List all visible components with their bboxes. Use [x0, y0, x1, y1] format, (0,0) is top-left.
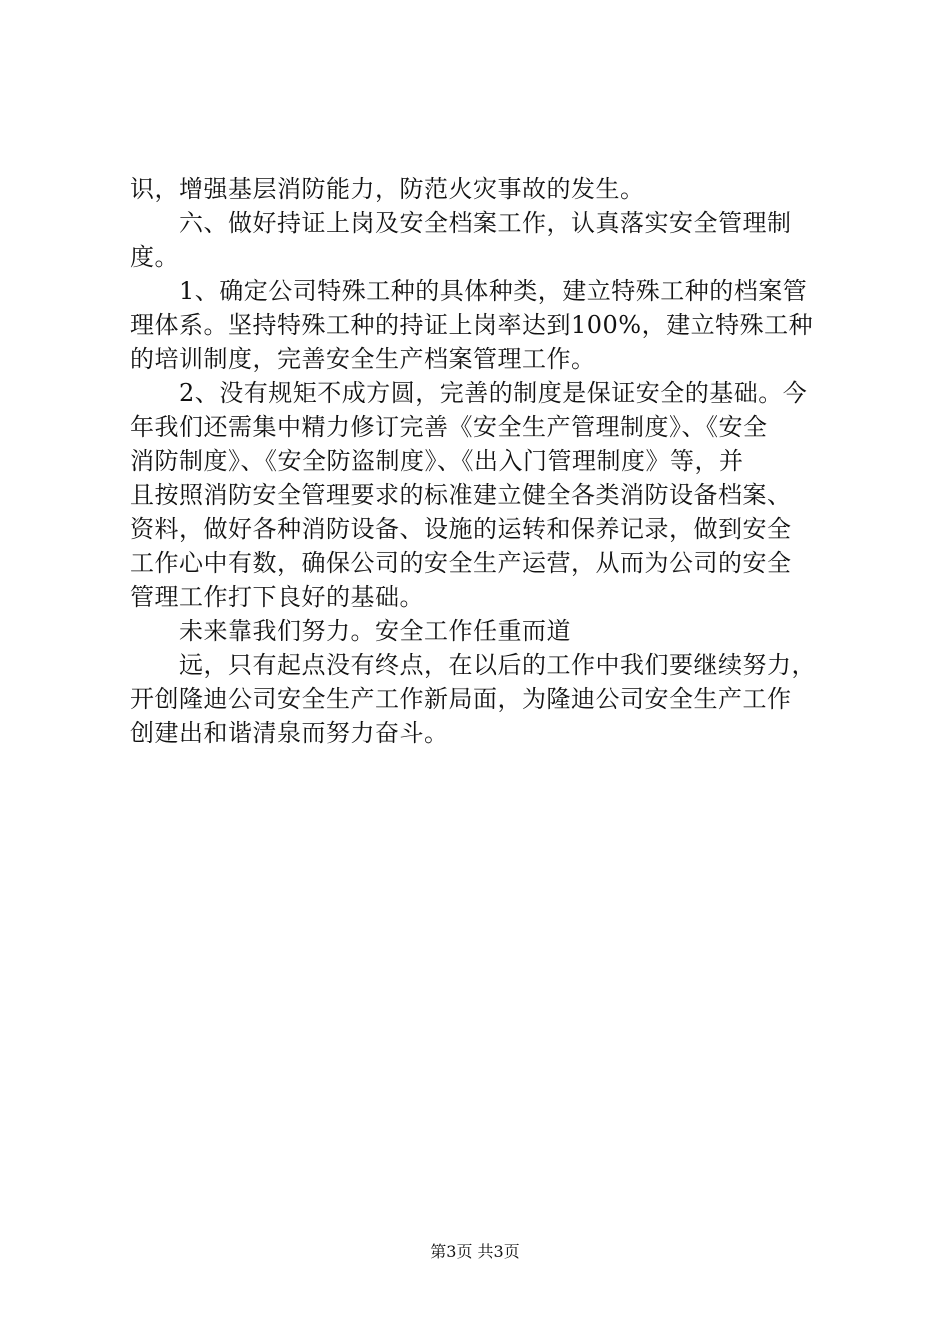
text-line: 远，只有起点没有终点，在以后的工作中我们要继续努力， [130, 651, 816, 679]
text-line: 未来靠我们努力。安全工作任重而道 [130, 617, 571, 645]
text-line: 度。 [130, 243, 179, 271]
text-line: 工作心中有数，确保公司的安全生产运营，从而为公司的安全 [130, 549, 792, 577]
text-line: 且按照消防安全管理要求的标准建立健全各类消防设备档案、 [130, 481, 792, 509]
page-footer [0, 1242, 950, 1262]
text-line: 识，增强基层消防能力，防范火灾事故的发生。 [130, 175, 645, 203]
text-line: 消防制度》、《安全防盗制度》、《出入门管理制度》等，并 [130, 447, 744, 475]
text-line: 的培训制度，完善安全生产档案管理工作。 [130, 345, 596, 373]
text-line: 创建出和谐清泉而努力奋斗。 [130, 719, 449, 747]
text-line: 1、确定公司特殊工种的具体种类，建立特殊工种的档案管 [130, 277, 808, 305]
text-line: 六、做好持证上岗及安全档案工作，认真落实安全管理制 [130, 209, 792, 237]
text-line: 管理工作打下良好的基础。 [130, 583, 424, 611]
text-line: 理体系。坚持特殊工种的持证上岗率达到100%，建立特殊工种 [130, 311, 814, 339]
document-body [130, 172, 838, 750]
page-number: 第3页 共3页 [430, 1242, 520, 1261]
text-line: 开创隆迪公司安全生产工作新局面，为隆迪公司安全生产工作 [130, 685, 792, 713]
text-line: 2、没有规矩不成方圆，完善的制度是保证安全的基础。今 [130, 379, 808, 407]
text-line: 年我们还需集中精力修订完善《安全生产管理制度》、《安全 [130, 413, 768, 441]
text-line: 资料，做好各种消防设备、设施的运转和保养记录，做到安全 [130, 515, 792, 543]
